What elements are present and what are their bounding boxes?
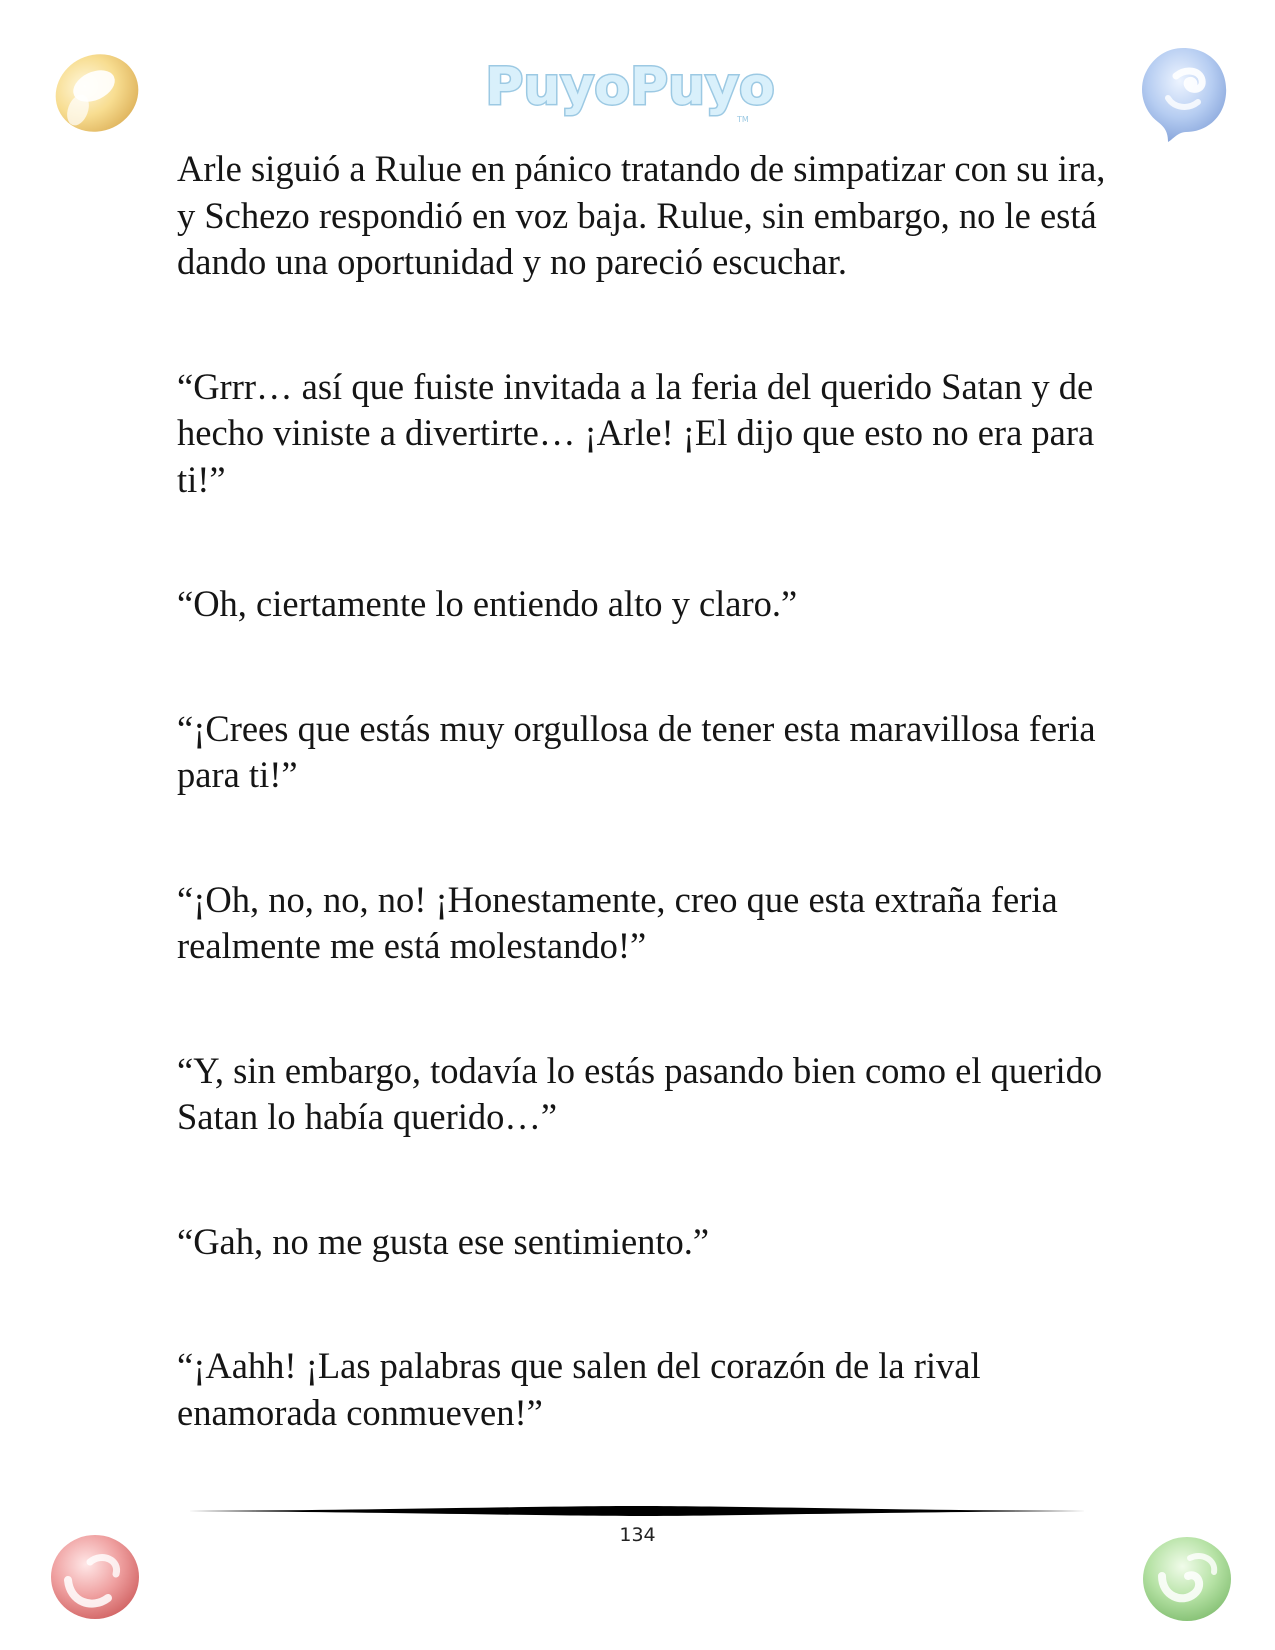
paragraph-narration: Arle siguió a Rulue en pánico tratando de simpatizar con su ira, y Schezo respondió en voz baja. Rulue, sin embargo, no le está dando una oportunidad y no pareció escuchar. bbox=[177, 148, 1106, 282]
logo-text: PuyoPuyo bbox=[485, 57, 775, 117]
red-puyo-icon bbox=[40, 1522, 150, 1632]
footer-divider bbox=[188, 1505, 1086, 1517]
svg-text:TM: TM bbox=[737, 115, 749, 124]
paragraph-dialogue: “¡Oh, no, no, no! ¡Honestamente, creo que esta extraña feria realmente me está molestando!” bbox=[177, 878, 1058, 966]
green-puyo-icon bbox=[1132, 1524, 1242, 1634]
paragraph-dialogue: “Y, sin embargo, todavía lo estás pasando bien como el querido Satan lo había querido…” bbox=[177, 1049, 1103, 1137]
page-number: 134 bbox=[619, 1524, 656, 1546]
puyopuyo-logo bbox=[485, 48, 775, 128]
body-text bbox=[177, 146, 1107, 1436]
paragraph-dialogue: “¡Aahh! ¡Las palabras que salen del corazón de la rival enamorada conmueven!” bbox=[177, 1345, 981, 1433]
paragraph-dialogue: “Oh, ciertamente lo entiendo alto y claro.” bbox=[177, 583, 798, 624]
yellow-puyo-icon bbox=[42, 38, 152, 148]
paragraph-dialogue: “Grrr… así que fuiste invitada a la feria del querido Satan y de hecho viniste a divertirte… ¡Arle! ¡El dijo que esto no era para ti!” bbox=[177, 365, 1095, 500]
blue-puyo-icon bbox=[1128, 36, 1238, 146]
paragraph-dialogue: “Gah, no me gusta ese sentimiento.” bbox=[177, 1220, 710, 1262]
paragraph-dialogue: “¡Crees que estás muy orgullosa de tener esta maravillosa feria para ti!” bbox=[177, 707, 1096, 795]
